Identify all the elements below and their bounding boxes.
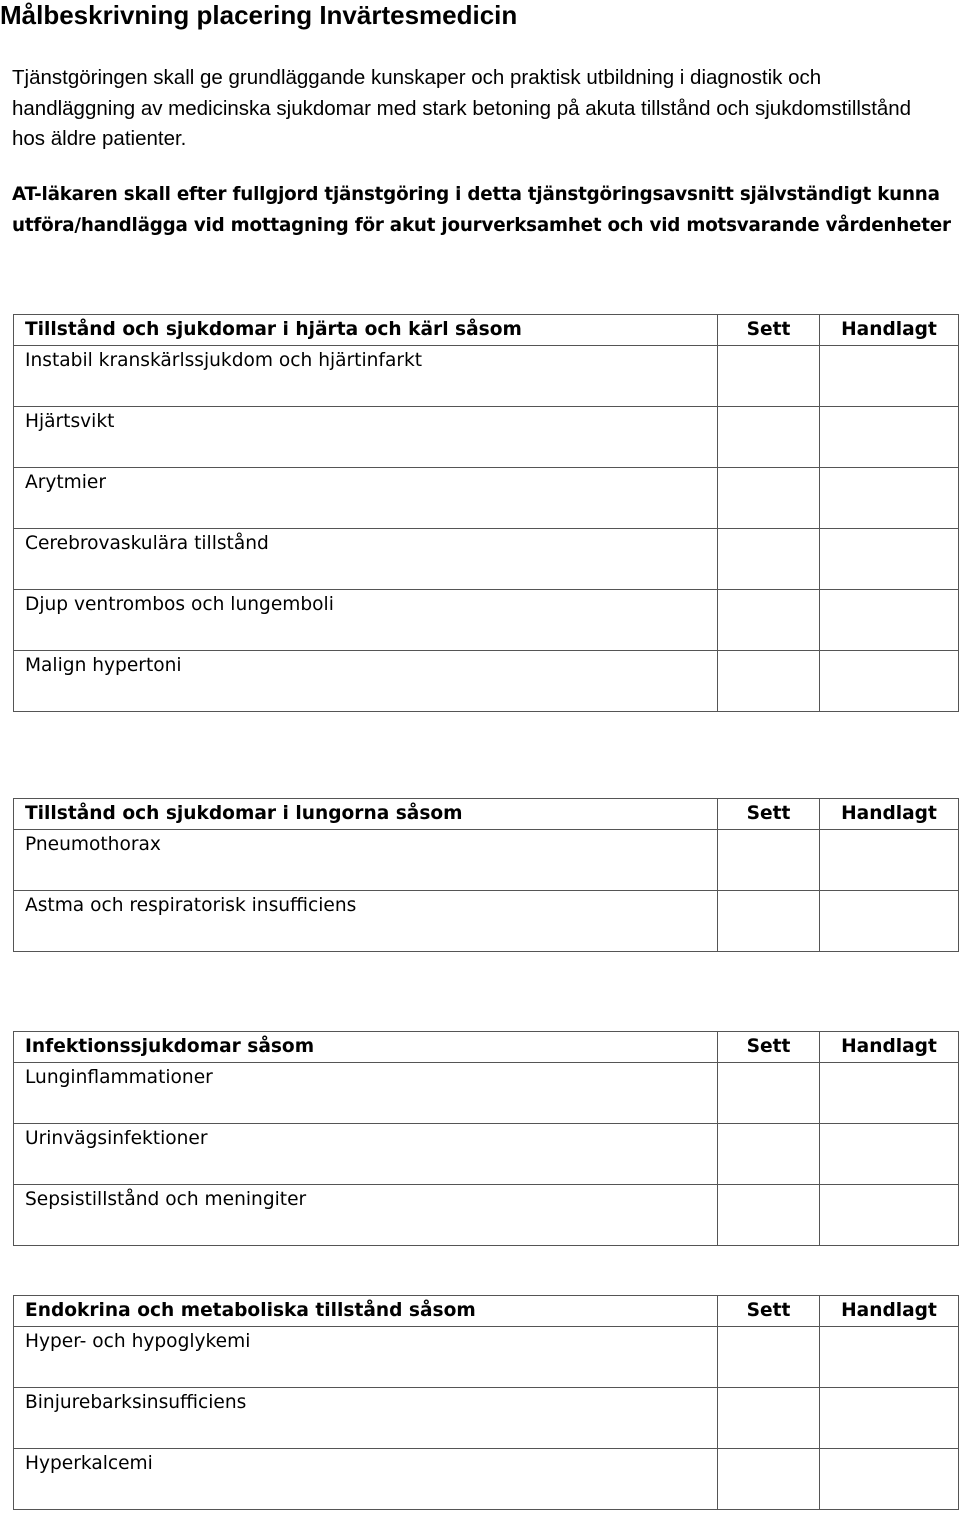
seen-column-header: Sett	[718, 799, 820, 830]
handled-checkbox-cell[interactable]	[820, 468, 959, 529]
section-heading: Tillstånd och sjukdomar i hjärta och kärl såsom	[14, 315, 718, 346]
condition-label: Arytmier	[25, 472, 107, 493]
condition-cell	[14, 468, 718, 529]
handled-column-header: Handlagt	[820, 315, 959, 346]
handled-checkbox-cell[interactable]	[820, 346, 959, 407]
page-title: Målbeskrivning placering Invärtesmedicin	[0, 0, 518, 30]
condition-cell	[14, 529, 718, 590]
handled-column-header: Handlagt	[820, 799, 959, 830]
condition-label: Hyperkalcemi	[25, 1453, 153, 1474]
condition-label: Sepsistillstånd och meningiter	[25, 1189, 307, 1210]
seen-checkbox-cell[interactable]	[718, 1185, 820, 1246]
checklist-table	[13, 1295, 959, 1510]
handled-column-header: Handlagt	[820, 1296, 959, 1327]
condition-cell	[14, 590, 718, 651]
table-row	[14, 1449, 959, 1510]
seen-column-header: Sett	[718, 315, 820, 346]
checklist-table	[13, 314, 959, 712]
seen-checkbox-cell[interactable]	[718, 1388, 820, 1449]
table-header-row	[14, 1296, 959, 1327]
table-row	[14, 346, 959, 407]
handled-checkbox-cell[interactable]	[820, 1388, 959, 1449]
section-heading: Endokrina och metaboliska tillstånd såsom	[14, 1296, 718, 1327]
table-header-row	[14, 315, 959, 346]
condition-label: Cerebrovaskulära tillstånd	[25, 533, 269, 554]
condition-label: Urinvägsinfektioner	[25, 1128, 208, 1149]
table-row	[14, 1124, 959, 1185]
condition-label: Lunginflammationer	[25, 1067, 213, 1088]
seen-checkbox-cell[interactable]	[718, 1327, 820, 1388]
handled-column-header: Handlagt	[820, 1032, 959, 1063]
handled-checkbox-cell[interactable]	[820, 590, 959, 651]
condition-cell	[14, 346, 718, 407]
handled-checkbox-cell[interactable]	[820, 1449, 959, 1510]
handled-checkbox-cell[interactable]	[820, 891, 959, 952]
table-row	[14, 1327, 959, 1388]
section-heading: Tillstånd och sjukdomar i lungorna såsom	[14, 799, 718, 830]
condition-cell	[14, 1185, 718, 1246]
table-row	[14, 590, 959, 651]
condition-cell	[14, 1063, 718, 1124]
condition-cell	[14, 1388, 718, 1449]
handled-checkbox-cell[interactable]	[820, 407, 959, 468]
seen-column-header: Sett	[718, 1296, 820, 1327]
condition-cell	[14, 407, 718, 468]
condition-label: Instabil kranskärlssjukdom och hjärtinfarkt	[25, 350, 423, 371]
seen-checkbox-cell[interactable]	[718, 529, 820, 590]
condition-label: Binjurebarksinsufficiens	[25, 1392, 247, 1413]
handled-checkbox-cell[interactable]	[820, 651, 959, 712]
checklist-table	[13, 1031, 959, 1246]
handled-checkbox-cell[interactable]	[820, 830, 959, 891]
table-row	[14, 529, 959, 590]
table-row	[14, 1063, 959, 1124]
condition-label: Pneumothorax	[25, 834, 161, 855]
table-row	[14, 407, 959, 468]
condition-cell	[14, 1449, 718, 1510]
seen-checkbox-cell[interactable]	[718, 651, 820, 712]
seen-checkbox-cell[interactable]	[718, 1124, 820, 1185]
condition-cell	[14, 1124, 718, 1185]
seen-column-header: Sett	[718, 1032, 820, 1063]
handled-checkbox-cell[interactable]	[820, 1185, 959, 1246]
condition-cell	[14, 830, 718, 891]
handled-checkbox-cell[interactable]	[820, 1063, 959, 1124]
handled-checkbox-cell[interactable]	[820, 1327, 959, 1388]
condition-label: Djup ventrombos och lungemboli	[25, 594, 334, 615]
table-row	[14, 891, 959, 952]
goal-paragraph: AT-läkaren skall efter fullgjord tjänstgöring i detta tjänstgöringsavsnitt självständigt kunna utföra/handlägga vid mottagning för akut jourverksamhet och vid motsvarande vårdenheter	[12, 184, 951, 236]
seen-checkbox-cell[interactable]	[718, 407, 820, 468]
table-row	[14, 1388, 959, 1449]
table-header-row	[14, 799, 959, 830]
handled-checkbox-cell[interactable]	[820, 529, 959, 590]
table-row	[14, 468, 959, 529]
intro-paragraph: Tjänstgöringen skall ge grundläggande kunskaper och praktisk utbildning i diagnostik och handläggning av medicinska sjukdomar med stark betoning på akuta tillstånd och sjukdomstillstånd hos äldre patienter.	[12, 66, 912, 150]
table-row	[14, 651, 959, 712]
seen-checkbox-cell[interactable]	[718, 830, 820, 891]
seen-checkbox-cell[interactable]	[718, 1449, 820, 1510]
condition-cell	[14, 651, 718, 712]
condition-cell	[14, 1327, 718, 1388]
seen-checkbox-cell[interactable]	[718, 346, 820, 407]
condition-label: Malign hypertoni	[25, 655, 182, 676]
seen-checkbox-cell[interactable]	[718, 468, 820, 529]
checklist-table	[13, 798, 959, 952]
seen-checkbox-cell[interactable]	[718, 1063, 820, 1124]
condition-label: Astma och respiratorisk insufficiens	[25, 895, 357, 916]
table-header-row	[14, 1032, 959, 1063]
condition-label: Hyper- och hypoglykemi	[25, 1331, 251, 1352]
seen-checkbox-cell[interactable]	[718, 590, 820, 651]
table-row	[14, 830, 959, 891]
condition-cell	[14, 891, 718, 952]
handled-checkbox-cell[interactable]	[820, 1124, 959, 1185]
table-row	[14, 1185, 959, 1246]
section-heading: Infektionssjukdomar såsom	[14, 1032, 718, 1063]
condition-label: Hjärtsvikt	[25, 411, 115, 432]
seen-checkbox-cell[interactable]	[718, 891, 820, 952]
